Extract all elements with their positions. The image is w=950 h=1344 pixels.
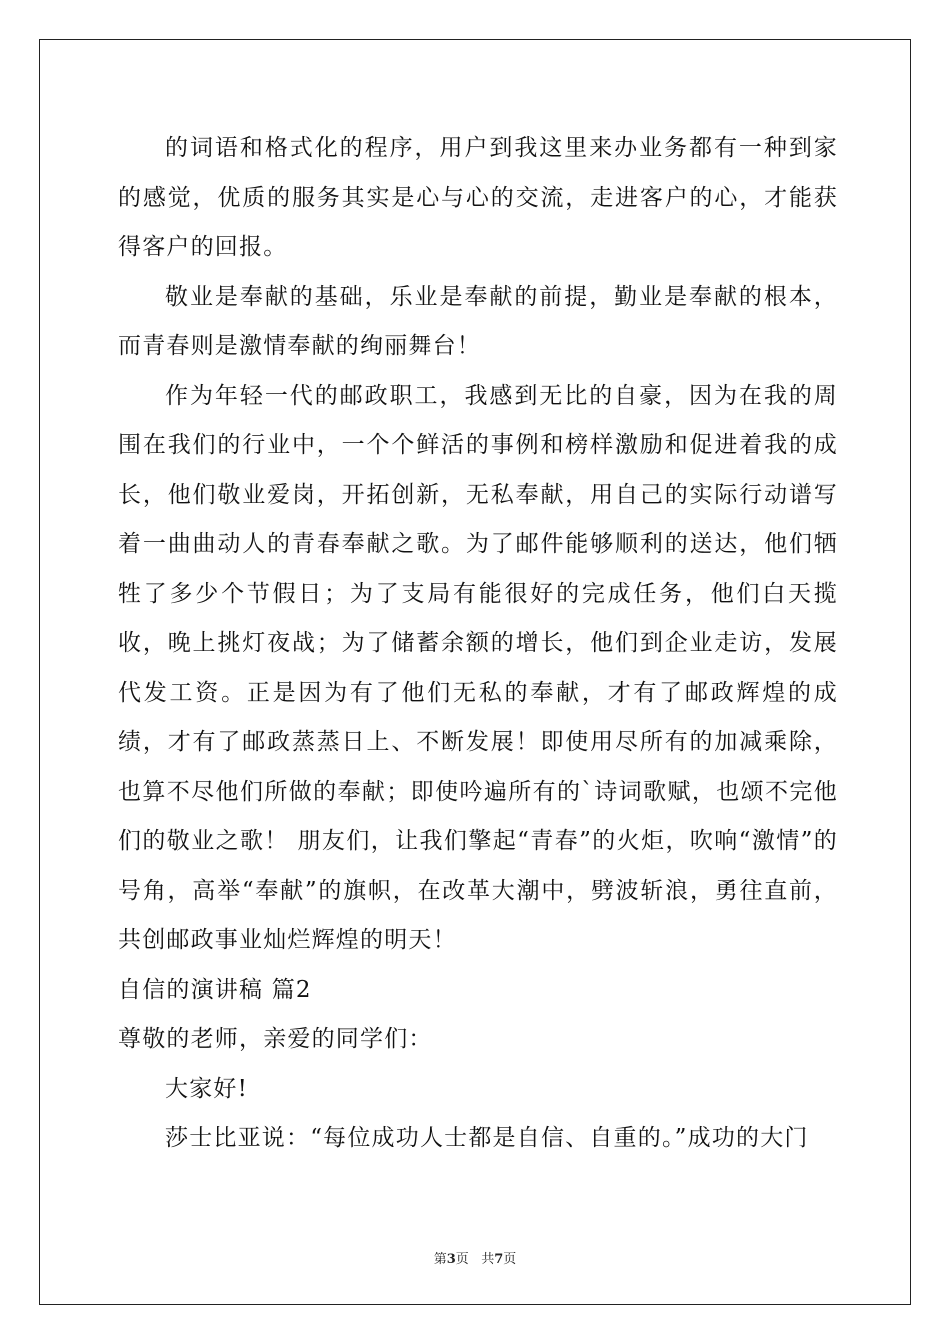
total-pages: 7: [494, 1252, 504, 1267]
paragraph-1: 的词语和格式化的程序，用户到我这里来办业务都有一种到家的感觉，优质的服务其实是心与心的交流，走进客户的心，才能获得客户的回报。: [118, 135, 838, 260]
paragraph-quote: 莎士比亚说：“每位成功人士都是自信、自重的。”成功的大门: [165, 1125, 809, 1151]
page-number: 3: [446, 1252, 456, 1267]
paragraph-2: 敬业是奉献的基础，乐业是奉献的前提，勤业是奉献的根本，而青春则是激情奉献的绚丽舞台！: [118, 283, 838, 359]
page-prefix: 第: [433, 1252, 447, 1267]
page-footer: [0, 1248, 950, 1267]
paragraph-3: 作为年轻一代的邮政职工，我感到无比的自豪，因为在我的周围在我们的行业中，一个个鲜活的事例和榜样激励和促进着我的成长，他们敬业爱岗，开拓创新，无私奉献，用自己的实际行动谱写着一曲曲动人的青春奉献之歌。为了邮件能够顺利的送达，他们牺牲了多少个节假日；为了支局有能很好的完成任务，他们白天揽收，晚上挑灯夜战；为了储蓄余额的增长，他们到企业走访，发展代发工资。正是因为有了他们无私的奉献，才有了邮政辉煌的成绩，才有了邮政蒸蒸日上、不断发展！即使用尽所有的加减乘除，也算不尽他们所做的奉献；即使吟遍所有的`诗词歌赋，也颂不完他们的敬业之歌！ 朋友们，让我们擎起“青春”的火炬，吹响“激情”的号角，高举“奉献”的旗帜，在改革大潮中，劈波斩浪，勇往直前，共创邮政事业灿烂辉煌的明天！: [118, 382, 838, 953]
total-prefix: 共: [481, 1252, 495, 1267]
section-heading: 自信的演讲稿 篇2: [118, 976, 312, 1003]
greeting: 大家好!: [165, 1075, 249, 1102]
total-suffix: 页: [503, 1252, 517, 1267]
document-body: [118, 124, 838, 1164]
page-suffix: 页: [455, 1252, 469, 1267]
salutation: 尊敬的老师，亲爱的同学们：: [118, 1026, 433, 1052]
